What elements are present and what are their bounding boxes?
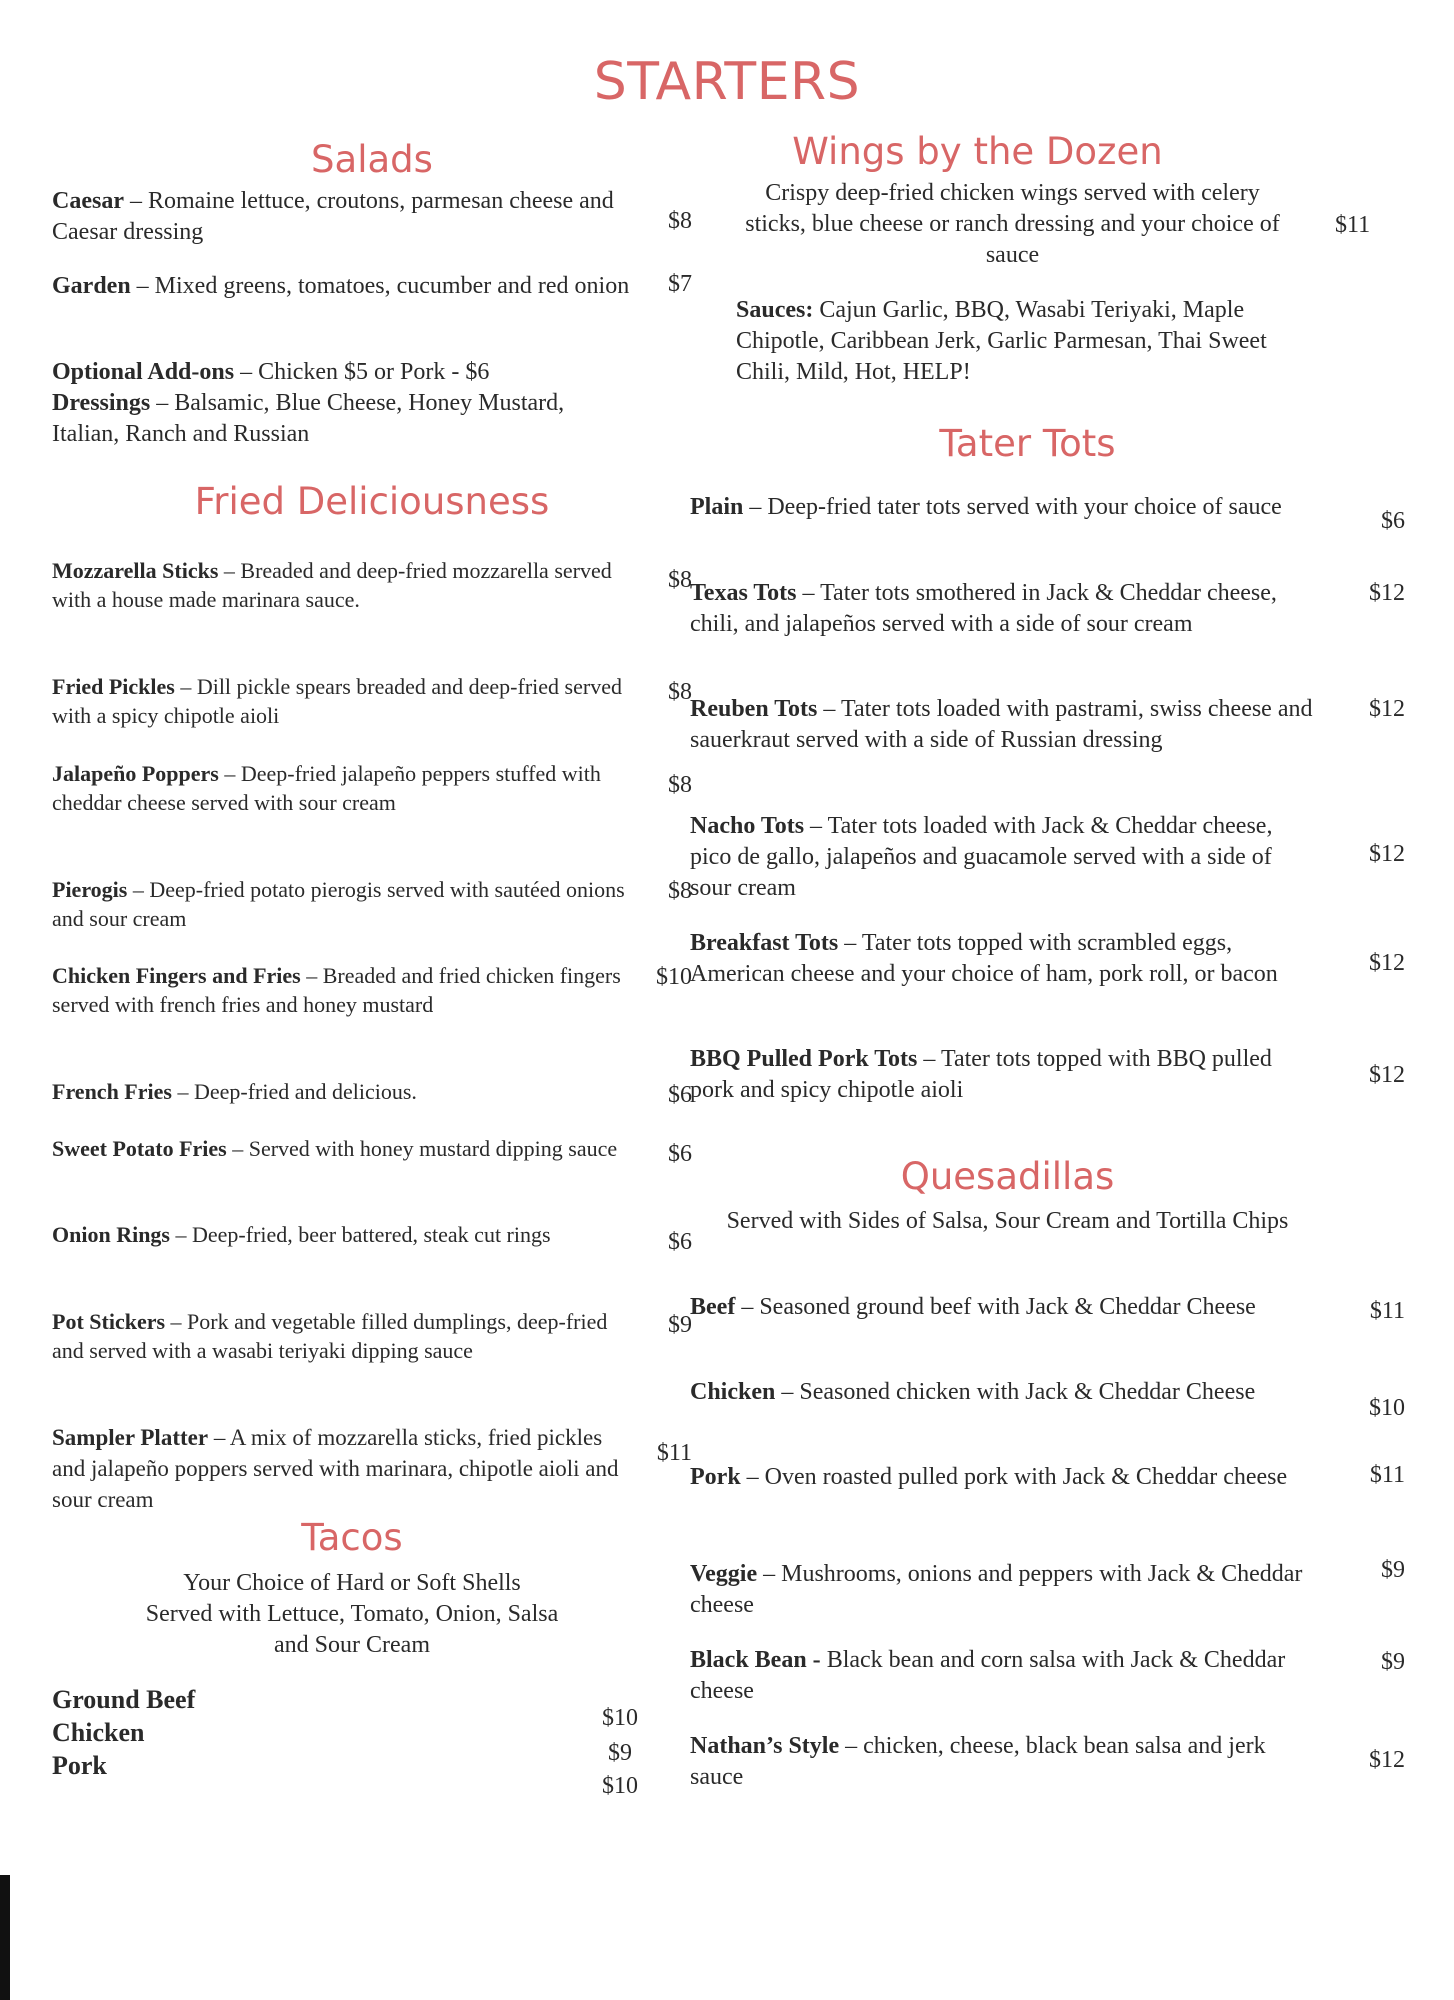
menu-item xyxy=(690,1645,1405,1707)
item-desc: – Tater tots loaded with Jack & Cheddar cheese, pico de gallo, jalapeños and guacamole served with a side of sour cream xyxy=(690,813,1273,901)
menu-item xyxy=(690,492,1405,534)
item-name: Mozzarella Sticks xyxy=(52,558,219,583)
item-price: $11 xyxy=(1369,1298,1405,1324)
salads-title: Salads xyxy=(311,138,433,181)
item-name: Jalapeño Poppers xyxy=(52,761,219,786)
quesadillas-title: Quesadillas xyxy=(900,1155,1115,1198)
item-name: Garden xyxy=(52,273,131,299)
menu-item xyxy=(690,1462,1405,1493)
fried-title: Fried Deliciousness xyxy=(194,480,550,523)
menu-item xyxy=(52,1220,692,1255)
item-desc: – Breaded and deep-fried mozzarella served with a house made marinara sauce. xyxy=(52,558,612,612)
item-desc: – Tater tots topped with scrambled eggs, American cheese and your choice of ham, pork roll, or bacon xyxy=(690,930,1278,987)
item-price: $6 xyxy=(668,1141,692,1167)
item-price: $9 xyxy=(1381,1649,1405,1675)
wings-description: Crispy deep-fried chicken wings served with celery sticks, blue cheese or ranch dressing and your choice of sauce xyxy=(745,180,1280,268)
menu-item xyxy=(52,271,692,302)
item-price: $8 xyxy=(668,772,692,798)
item-desc: – Seasoned chicken with Jack & Cheddar Cheese xyxy=(775,1379,1256,1405)
tacos-line: and Sour Cream xyxy=(274,1632,430,1658)
tots-title: Tater Tots xyxy=(939,422,1116,465)
taco-item xyxy=(52,1750,692,1799)
item-price: $6 xyxy=(1381,508,1405,534)
menu-item xyxy=(690,928,1405,990)
item-name: Nacho Tots xyxy=(690,813,805,839)
menu-item xyxy=(52,1077,692,1106)
quesadillas-subtitle: Served with Sides of Salsa, Sour Cream and Tortilla Chips xyxy=(726,1208,1289,1234)
item-name: Veggie xyxy=(690,1561,758,1587)
menu-item xyxy=(52,759,692,817)
item-desc: – Mixed greens, tomatoes, cucumber and red onion xyxy=(130,273,630,299)
taco-name: Pork xyxy=(52,1751,107,1780)
taco-price: $9 xyxy=(608,1740,632,1766)
salad-addons xyxy=(52,357,692,450)
item-desc: – Pork and vegetable filled dumplings, deep-fried and served with a wasabi teriyaki dipping sauce xyxy=(52,1309,608,1363)
sauces-label: Sauces: xyxy=(736,297,814,323)
item-desc: – Mushrooms, onions and peppers with Jack & Cheddar cheese xyxy=(690,1561,1303,1618)
item-price: $8 xyxy=(668,208,692,234)
menu-item xyxy=(52,1422,692,1515)
item-price: $6 xyxy=(668,1082,692,1108)
item-price: $12 xyxy=(1369,696,1405,722)
dressings-text: – Balsamic, Blue Cheese, Honey Mustard, Italian, Ranch and Russian xyxy=(52,390,565,447)
addons-label: Optional Add-ons xyxy=(52,359,235,385)
item-name: Onion Rings xyxy=(52,1222,170,1247)
item-price: $10 xyxy=(656,964,692,990)
taco-price: $10 xyxy=(602,1705,638,1731)
taco-name: Ground Beef xyxy=(52,1685,196,1714)
wings-price: $11 xyxy=(1335,212,1371,238)
item-price: $8 xyxy=(668,679,692,705)
menu-item xyxy=(52,672,692,730)
item-price: $12 xyxy=(1369,580,1405,606)
taco-price: $10 xyxy=(602,1773,638,1799)
taco-name: Chicken xyxy=(52,1718,145,1747)
item-name: Chicken xyxy=(690,1379,776,1405)
item-desc: – Breaded and fried chicken fingers served with french fries and honey mustard xyxy=(52,963,621,1017)
item-desc: – Deep-fried jalapeño peppers stuffed with cheddar cheese served with sour cream xyxy=(52,761,601,815)
item-desc: – Deep-fried, beer battered, steak cut rings xyxy=(170,1222,551,1247)
wings-title: Wings by the Dozen xyxy=(792,130,1163,173)
item-name: Pork xyxy=(690,1464,741,1490)
item-name: Sweet Potato Fries xyxy=(52,1136,227,1161)
item-desc: – Dill pickle spears breaded and deep-fried served with a spicy chipotle aioli xyxy=(52,674,622,728)
item-name: Pierogis xyxy=(52,877,128,902)
menu-item xyxy=(690,811,1405,904)
item-price: $7 xyxy=(668,271,692,297)
item-price: $12 xyxy=(1369,1747,1405,1773)
menu-item xyxy=(52,1134,692,1167)
item-price: $10 xyxy=(1369,1395,1405,1421)
menu-item xyxy=(690,1377,1405,1421)
item-desc: – A mix of mozzarella sticks, fried pickles and jalapeño poppers served with marinara, chipotle aioli and sour cream xyxy=(52,1425,619,1512)
item-price: $8 xyxy=(668,878,692,904)
item-price: $12 xyxy=(1369,950,1405,976)
item-name: Reuben Tots xyxy=(690,696,818,722)
item-name: Nathan’s Style xyxy=(690,1733,840,1759)
item-desc: – Deep-fried tater tots served with your choice of sauce xyxy=(743,494,1282,520)
tacos-line: Served with Lettuce, Tomato, Onion, Salsa xyxy=(145,1601,559,1627)
menu-item xyxy=(690,1731,1405,1793)
menu-item xyxy=(690,578,1405,640)
item-name: French Fries xyxy=(52,1079,172,1104)
item-name: Chicken Fingers and Fries xyxy=(52,963,301,988)
item-desc: Black bean and corn salsa with Jack & Cheddar cheese xyxy=(690,1647,1286,1704)
addons-text: – Chicken $5 or Pork - $6 xyxy=(234,359,490,385)
page-title: STARTERS xyxy=(593,52,861,112)
item-name: Sampler Platter xyxy=(52,1425,209,1450)
menu-item xyxy=(52,1307,692,1365)
item-price: $9 xyxy=(668,1312,692,1338)
item-name: Plain xyxy=(690,494,744,520)
menu-item xyxy=(52,186,692,248)
tacos-line: Your Choice of Hard or Soft Shells xyxy=(183,1570,521,1596)
menu-item xyxy=(52,556,692,614)
item-name: Texas Tots xyxy=(690,580,797,606)
sauces-text: Cajun Garlic, BBQ, Wasabi Teriyaki, Maple Chipotle, Caribbean Jerk, Garlic Parmesan, Thai Sweet Chili, Mild, Hot, HELP! xyxy=(736,297,1267,385)
menu-item xyxy=(52,875,692,933)
item-desc: – Deep-fried and delicious. xyxy=(171,1079,417,1104)
item-name: Caesar xyxy=(52,188,124,214)
item-name: BBQ Pulled Pork Tots xyxy=(690,1046,918,1072)
item-name: Beef xyxy=(690,1294,736,1320)
menu-item xyxy=(52,961,692,1019)
item-name: Breakfast Tots xyxy=(690,930,839,956)
item-price: $12 xyxy=(1369,1062,1405,1088)
menu-item xyxy=(690,1559,1405,1621)
taco-item xyxy=(52,1684,692,1731)
tacos-description xyxy=(12,1568,692,1661)
item-desc: – Seasoned ground beef with Jack & Cheddar Cheese xyxy=(735,1294,1256,1320)
item-desc: – Oven roasted pulled pork with Jack & Cheddar cheese xyxy=(740,1464,1288,1490)
item-desc: – Romaine lettuce, croutons, parmesan cheese and Caesar dressing xyxy=(52,188,614,245)
item-price: $11 xyxy=(1369,1462,1405,1488)
item-price: $12 xyxy=(1369,841,1405,867)
item-name: Black Bean - xyxy=(690,1647,821,1673)
item-desc: – chicken, cheese, black bean salsa and jerk sauce xyxy=(690,1733,1266,1790)
dressings-label: Dressings xyxy=(52,390,151,416)
menu-item xyxy=(690,1044,1405,1106)
wings-sauces xyxy=(736,295,1285,388)
scan-edge-mark xyxy=(0,1875,10,2000)
item-price: $9 xyxy=(1381,1557,1405,1583)
item-price: $6 xyxy=(668,1229,692,1255)
tacos-title: Tacos xyxy=(301,1516,403,1559)
menu-item xyxy=(690,1292,1405,1323)
item-desc: – Deep-fried potato pierogis served with sautéed onions and sour cream xyxy=(52,877,625,931)
item-desc: – Served with honey mustard dipping sauce xyxy=(226,1136,618,1161)
menu-item xyxy=(690,694,1405,756)
item-price: $8 xyxy=(668,567,692,593)
item-name: Fried Pickles xyxy=(52,674,175,699)
item-price: $11 xyxy=(656,1440,692,1466)
item-desc: – Tater tots topped with BBQ pulled pork and spicy chipotle aioli xyxy=(690,1046,1272,1103)
item-desc: – Tater tots smothered in Jack & Cheddar cheese, chili, and jalapeños served with a side of sour cream xyxy=(690,580,1277,637)
item-desc: – Tater tots loaded with pastrami, swiss cheese and sauerkraut served with a side of Russian dressing xyxy=(690,696,1313,753)
item-name: Pot Stickers xyxy=(52,1309,166,1334)
